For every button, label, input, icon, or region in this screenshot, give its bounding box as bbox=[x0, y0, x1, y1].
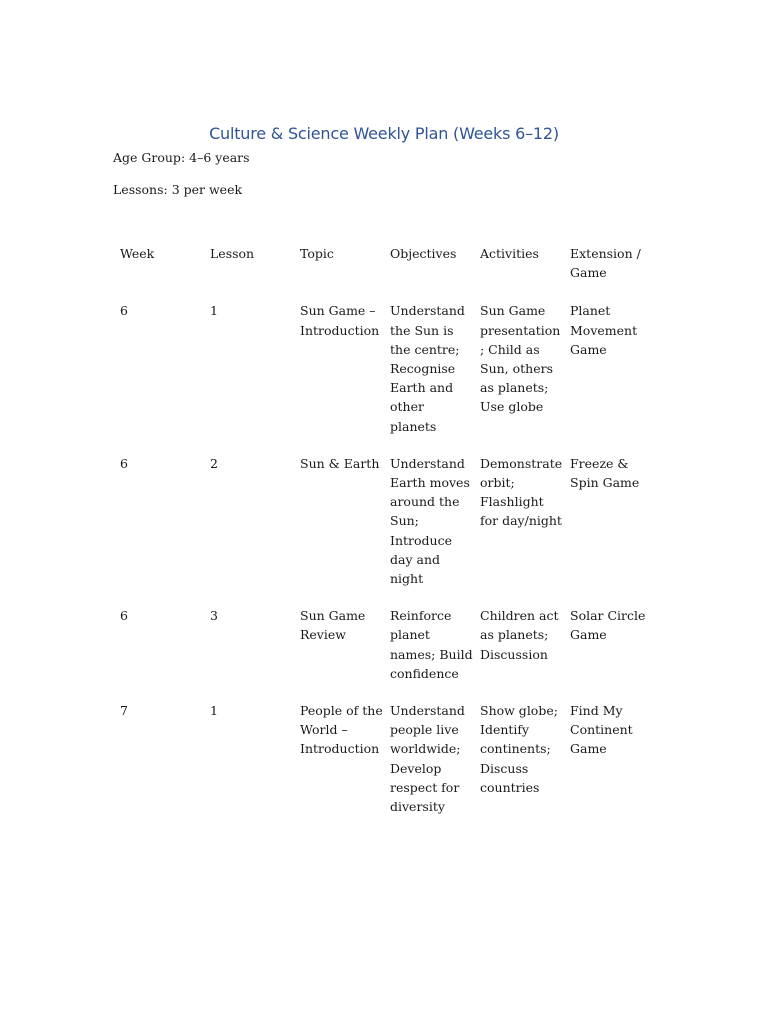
table-header-row bbox=[113, 238, 653, 295]
lessons-per-week-text: Lessons: 3 per week bbox=[113, 182, 243, 197]
table-row bbox=[113, 695, 653, 828]
weekly-plan-table bbox=[113, 238, 653, 828]
age-group-text: Age Group: 4–6 years bbox=[113, 150, 250, 165]
cell-topic: People of the World – Introduction bbox=[300, 703, 383, 757]
cell-topic: Sun Game – Introduction bbox=[300, 303, 380, 338]
cell-topic: Sun Game Review bbox=[300, 608, 366, 643]
cell-extension: Find My Continent Game bbox=[570, 703, 633, 757]
cell-objectives: Understand the Sun is the centre; Recognise Earth and other planets bbox=[390, 303, 465, 434]
cell-week: 6 bbox=[120, 455, 128, 471]
cell-objectives: Reinforce planet names; Build confidence bbox=[390, 608, 473, 681]
cell-extension: Solar Circle Game bbox=[570, 608, 646, 643]
cell-activities: Children act as planets; Discussion bbox=[480, 608, 559, 662]
cell-lesson: 3 bbox=[210, 608, 218, 624]
cell-activities: Show globe; Identify continents; Discuss countries bbox=[480, 703, 558, 795]
cell-activities: Sun Game presentation; Child as Sun, others as planets; Use globe bbox=[480, 303, 561, 415]
cell-topic: Sun & Earth bbox=[300, 455, 380, 471]
column-header-extension: Extension / Game bbox=[570, 246, 641, 281]
document-title: Culture & Science Weekly Plan (Weeks 6–12) bbox=[209, 124, 559, 143]
cell-objectives: Understand Earth moves around the Sun; Introduce day and night bbox=[390, 455, 470, 587]
cell-week: 6 bbox=[120, 608, 128, 624]
column-header-objectives: Objectives bbox=[390, 246, 457, 261]
cell-week: 7 bbox=[120, 703, 128, 719]
cell-week: 6 bbox=[120, 303, 128, 319]
cell-extension: Planet Movement Game bbox=[570, 303, 638, 357]
cell-lesson: 1 bbox=[210, 303, 218, 319]
column-header-lesson: Lesson bbox=[210, 246, 255, 261]
cell-activities: Demonstrate orbit; Flashlight for day/night bbox=[480, 455, 563, 529]
table-row bbox=[113, 448, 653, 600]
column-header-activities: Activities bbox=[480, 246, 539, 261]
cell-lesson: 1 bbox=[210, 703, 218, 719]
cell-objectives: Understand people live worldwide; Develop respect for diversity bbox=[390, 703, 465, 815]
column-header-week: Week bbox=[120, 246, 155, 261]
cell-lesson: 2 bbox=[210, 455, 218, 471]
column-header-topic: Topic bbox=[300, 246, 334, 261]
table-row bbox=[113, 600, 653, 695]
cell-extension: Freeze & Spin Game bbox=[570, 455, 640, 491]
table-row bbox=[113, 295, 653, 447]
